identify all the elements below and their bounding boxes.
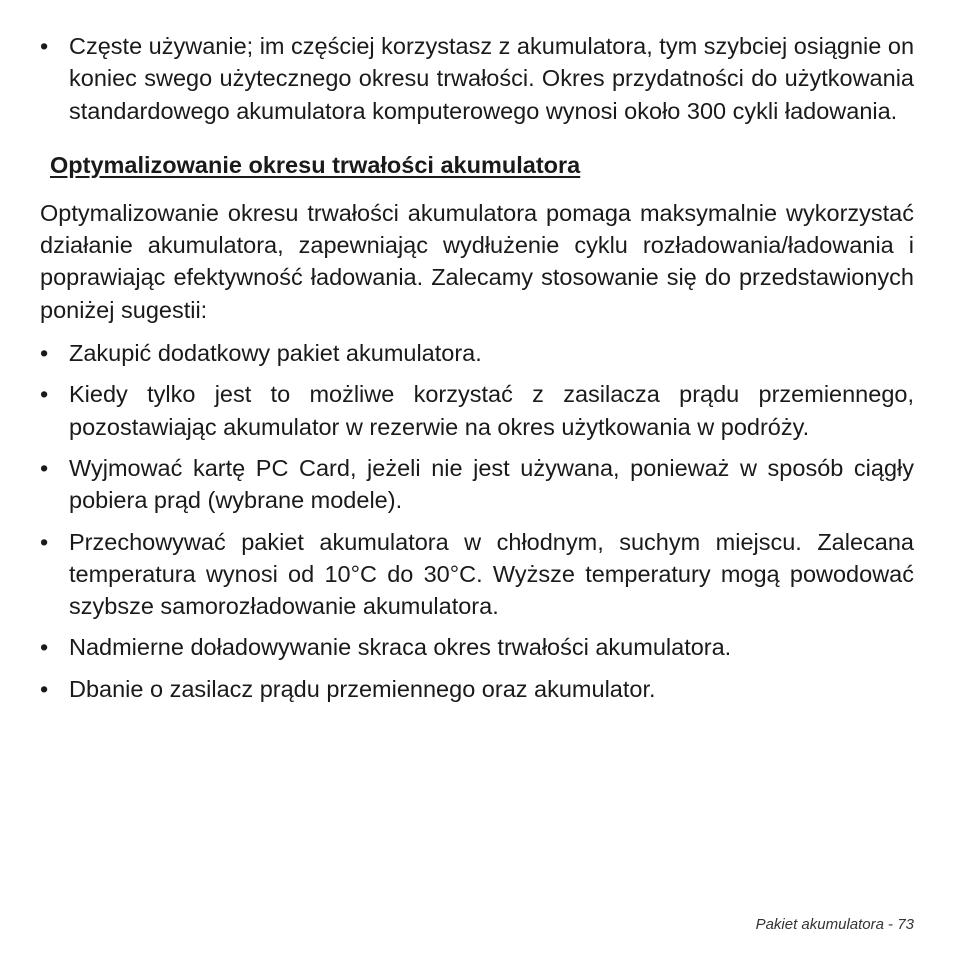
list-item — [40, 30, 914, 127]
intro-paragraph: Optymalizowanie okresu trwałości akumulatora pomaga maksymalnie wykorzystać działanie akumulatora, zapewniając wydłużenie cyklu rozładowania/ładowania i poprawiając efektywność ładowania. Zalecamy stosowanie się do przedstawionych poniżej sugestii: — [40, 199, 914, 323]
bullet-icon: • — [40, 675, 49, 702]
bullet-icon: • — [40, 381, 49, 408]
list-item-text: Dbanie o zasilacz prądu przemiennego oraz akumulator. — [69, 675, 656, 702]
list-item-text: Wyjmować kartę PC Card, jeżeli nie jest używana, ponieważ w sposób ciągły pobiera prąd (wybrane modele). — [69, 454, 914, 514]
bullet-icon: • — [40, 33, 49, 59]
list-item-text: Nadmierne doładowywanie skraca okres trwałości akumulatora. — [69, 634, 732, 661]
suggestions-list — [40, 337, 914, 705]
list-item — [40, 526, 914, 623]
page-number: 73 — [897, 916, 914, 933]
list-item — [40, 337, 914, 369]
footer-section-name: Pakiet akumulatora — [755, 916, 884, 933]
list-item-text: Częste używanie; im częściej korzystasz z akumulatora, tym szybciej osiągnie on koniec swego użytecznego okresu trwałości. Okres przydatności do użytkowania standardowego akumulatora komputerowego wynosi około 300 cykli ładowania. — [69, 33, 915, 124]
bullet-icon: • — [40, 454, 49, 481]
list-item-text: Przechowywać pakiet akumulatora w chłodnym, suchym miejscu. Zalecana temperatura wynosi od 10°C do 30°C. Wyższe temperatury mogą powodować szybsze samorozładowanie akumulatora. — [69, 528, 914, 620]
section-heading: Optymalizowanie okresu trwałości akumulatora — [50, 151, 581, 178]
footer-separator: - — [888, 916, 894, 933]
list-item — [40, 631, 914, 663]
list-item-text: Kiedy tylko jest to możliwe korzystać z zasilacza prądu przemiennego, pozostawiając akumulator w rezerwie na okres użytkowania w podróży. — [69, 381, 914, 440]
bullet-icon: • — [40, 634, 49, 661]
list-item — [40, 452, 914, 517]
bullet-icon: • — [40, 528, 49, 555]
document-page — [40, 30, 914, 714]
top-bullet-list — [40, 30, 914, 127]
list-item — [40, 378, 914, 443]
bullet-icon: • — [40, 340, 49, 367]
page-footer — [756, 916, 914, 933]
list-item — [40, 673, 914, 705]
list-item-text: Zakupić dodatkowy pakiet akumulatora. — [69, 340, 482, 367]
